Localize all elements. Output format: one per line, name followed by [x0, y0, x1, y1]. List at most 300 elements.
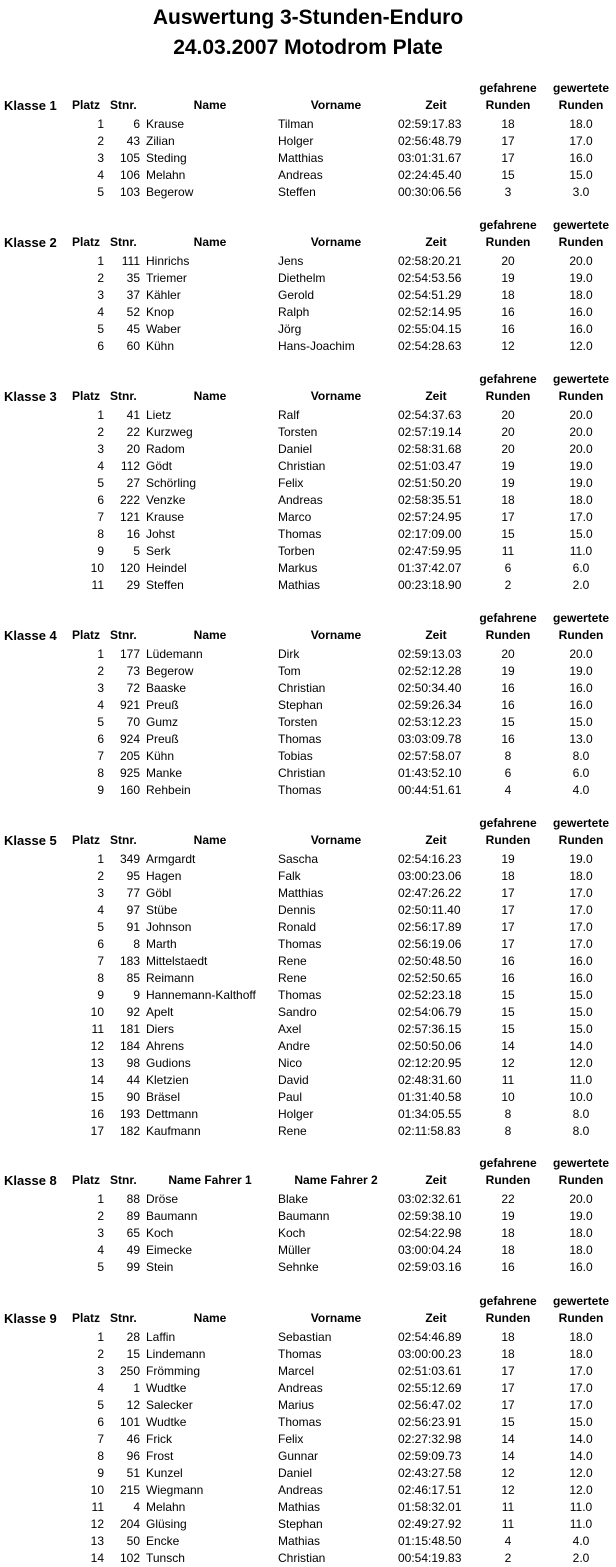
- cell-name: Glüsing: [146, 1517, 187, 1531]
- cell-name: Begerow: [146, 185, 194, 199]
- cell-name: Salecker: [146, 1398, 193, 1412]
- cell-platz: 3: [97, 151, 104, 165]
- cell-gefahrene-runden: 18: [501, 1330, 515, 1344]
- header-name: Name: [193, 98, 227, 112]
- cell-gewertete-runden: 17.0: [569, 920, 593, 934]
- class-label: Klasse 5: [4, 833, 57, 848]
- header-runden: Runden: [558, 1173, 604, 1187]
- cell-stnr: 15: [126, 1347, 140, 1361]
- cell-platz: 3: [97, 288, 104, 302]
- page-title: Auswertung 3-Stunden-Enduro: [152, 6, 464, 29]
- class-label: Klasse 1: [4, 98, 57, 113]
- cell-name: Steding: [146, 151, 187, 165]
- cell-vorname: Marius: [278, 1398, 315, 1412]
- table-row: [0, 1208, 616, 1225]
- cell-gefahrene-runden: 15: [501, 527, 515, 541]
- cell-name: Eimecke: [146, 1243, 193, 1257]
- table-row: [0, 1431, 616, 1448]
- class-label: Klasse 3: [4, 389, 57, 404]
- cell-name: Reimann: [146, 971, 195, 985]
- cell-vorname: Steffen: [278, 185, 316, 199]
- header-name: Name: [193, 389, 227, 403]
- cell-gewertete-runden: 11.0: [569, 544, 593, 558]
- cell-stnr: 91: [126, 920, 140, 934]
- cell-zeit: 02:59:13.03: [398, 647, 462, 661]
- cell-zeit: 02:50:34.40: [398, 681, 462, 695]
- header-row: [0, 627, 616, 644]
- cell-name: Baaske: [146, 681, 187, 695]
- cell-name: Bräsel: [146, 1090, 181, 1104]
- cell-gewertete-runden: 20.0: [569, 408, 593, 422]
- cell-gewertete-runden: 17.0: [569, 903, 593, 917]
- cell-gewertete-runden: 20.0: [569, 425, 593, 439]
- cell-name: Schörling: [146, 476, 197, 490]
- cell-gefahrene-runden: 15: [501, 168, 515, 182]
- cell-gefahrene-runden: 6: [504, 561, 512, 575]
- cell-name: Lindemann: [146, 1347, 206, 1361]
- table-row: [0, 1414, 616, 1431]
- table-row: [0, 782, 616, 799]
- cell-gewertete-runden: 12.0: [569, 1466, 593, 1480]
- cell-gefahrene-runden: 17: [501, 1381, 515, 1395]
- cell-platz: 7: [97, 749, 104, 763]
- cell-zeit: 00:54:19.83: [398, 1551, 462, 1565]
- cell-platz: 5: [97, 1398, 104, 1412]
- cell-zeit: 02:50:11.40: [398, 903, 461, 917]
- table-row: [0, 953, 616, 970]
- table-row: [0, 1191, 616, 1208]
- cell-platz: 4: [97, 698, 104, 712]
- header-row: [0, 832, 616, 849]
- cell-gewertete-runden: 17.0: [569, 1364, 593, 1378]
- cell-zeit: 03:00:23.06: [398, 869, 462, 883]
- cell-stnr: 45: [126, 322, 140, 336]
- cell-platz: 17: [90, 1124, 104, 1138]
- cell-vorname: Thomas: [278, 732, 322, 746]
- cell-vorname: Tobias: [278, 749, 313, 763]
- cell-gefahrene-runden: 11: [501, 1500, 515, 1514]
- cell-zeit: 02:57:58.07: [398, 749, 462, 763]
- cell-gewertete-runden: 15.0: [569, 715, 593, 729]
- header-stnr: Stnr.: [110, 1311, 137, 1325]
- cell-vorname: Baumann: [278, 1209, 330, 1223]
- cell-gefahrene-runden: 11: [501, 544, 515, 558]
- cell-name: Baumann: [146, 1209, 198, 1223]
- cell-vorname: Sebastian: [278, 1330, 332, 1344]
- cell-gewertete-runden: 18.0: [569, 869, 593, 883]
- header-row-top: [0, 1155, 616, 1172]
- cell-stnr: 99: [126, 1260, 140, 1274]
- table-row: [0, 492, 616, 509]
- cell-vorname: Axel: [278, 1022, 302, 1036]
- table-row: [0, 1448, 616, 1465]
- cell-gewertete-runden: 17.0: [569, 886, 593, 900]
- cell-gefahrene-runden: 17: [501, 1398, 515, 1412]
- cell-zeit: 01:43:52.10: [398, 766, 462, 780]
- cell-gefahrene-runden: 17: [501, 510, 515, 524]
- cell-name: Heindel: [146, 561, 187, 575]
- cell-gefahrene-runden: 10: [501, 1090, 515, 1104]
- cell-vorname: Daniel: [278, 1466, 313, 1480]
- cell-gewertete-runden: 19.0: [569, 271, 593, 285]
- cell-stnr: 250: [119, 1364, 140, 1378]
- cell-name: Dettmann: [146, 1107, 199, 1121]
- cell-vorname: Torsten: [278, 715, 318, 729]
- cell-vorname: Christian: [278, 766, 326, 780]
- table-row: [0, 1346, 616, 1363]
- cell-platz: 5: [97, 920, 104, 934]
- cell-zeit: 02:51:50.20: [398, 476, 462, 490]
- cell-name: Wudtke: [146, 1415, 187, 1429]
- table-row: [0, 748, 616, 765]
- cell-gefahrene-runden: 12: [501, 339, 515, 353]
- cell-vorname: Andre: [278, 1039, 311, 1053]
- cell-platz: 9: [97, 783, 104, 797]
- cell-name: Koch: [146, 1226, 174, 1240]
- cell-stnr: 103: [119, 185, 140, 199]
- cell-gewertete-runden: 19.0: [569, 1209, 593, 1223]
- cell-platz: 11: [91, 1022, 104, 1036]
- cell-stnr: 41: [126, 408, 140, 422]
- header-gewertete: gewertete: [552, 1156, 610, 1170]
- cell-stnr: 37: [126, 288, 140, 302]
- cell-vorname: Jörg: [278, 322, 302, 336]
- cell-zeit: 02:52:23.18: [398, 988, 462, 1002]
- header-runden: Runden: [485, 833, 531, 847]
- cell-platz: 1: [97, 852, 104, 866]
- header-stnr: Stnr.: [110, 389, 137, 403]
- table-row: [0, 1550, 616, 1567]
- cell-gefahrene-runden: 4: [504, 783, 512, 797]
- cell-platz: 10: [90, 561, 104, 575]
- cell-gefahrene-runden: 18: [501, 1347, 515, 1361]
- cell-vorname: Holger: [278, 134, 314, 148]
- header-runden: Runden: [485, 628, 531, 642]
- cell-gefahrene-runden: 17: [501, 886, 515, 900]
- cell-platz: 12: [90, 1039, 104, 1053]
- cell-stnr: 177: [119, 647, 140, 661]
- header-vorname: Vorname: [310, 98, 362, 112]
- cell-zeit: 00:30:06.56: [398, 185, 462, 199]
- table-row: [0, 936, 616, 953]
- cell-platz: 10: [90, 1483, 104, 1497]
- cell-gefahrene-runden: 16: [501, 732, 515, 746]
- cell-name: Ahrens: [146, 1039, 185, 1053]
- table-row: [0, 1482, 616, 1499]
- cell-gefahrene-runden: 19: [501, 476, 515, 490]
- cell-gewertete-runden: 16.0: [569, 305, 593, 319]
- cell-gewertete-runden: 12.0: [569, 1483, 593, 1497]
- header-row-top: [0, 610, 616, 627]
- cell-vorname: Andreas: [278, 1381, 323, 1395]
- cell-zeit: 02:27:32.98: [398, 1432, 462, 1446]
- header-runden: Runden: [485, 1311, 531, 1325]
- cell-platz: 5: [97, 322, 104, 336]
- header-runden: Runden: [558, 389, 604, 403]
- cell-stnr: 27: [126, 476, 140, 490]
- cell-vorname: Mathias: [278, 1534, 321, 1548]
- cell-gewertete-runden: 10.0: [569, 1090, 593, 1104]
- cell-gefahrene-runden: 15: [501, 1415, 515, 1429]
- cell-gewertete-runden: 19.0: [569, 664, 593, 678]
- cell-name: Hannemann-Kalthoff: [146, 988, 256, 1002]
- cell-stnr: 193: [119, 1107, 140, 1121]
- cell-name: Kletzien: [146, 1073, 189, 1087]
- cell-platz: 2: [97, 1209, 104, 1223]
- cell-vorname: Jens: [278, 254, 304, 268]
- cell-gewertete-runden: 20.0: [569, 647, 593, 661]
- cell-stnr: 46: [126, 1432, 140, 1446]
- table-row: [0, 1123, 616, 1140]
- header-zeit: Zeit: [425, 235, 447, 249]
- cell-gefahrene-runden: 15: [501, 1022, 515, 1036]
- cell-stnr: 43: [126, 134, 140, 148]
- cell-name: Stübe: [146, 903, 178, 917]
- header-gewertete: gewertete: [552, 816, 610, 830]
- cell-name: Hagen: [146, 869, 182, 883]
- cell-zeit: 02:55:12.69: [398, 1381, 462, 1395]
- cell-gefahrene-runden: 18: [501, 1226, 515, 1240]
- table-row: [0, 902, 616, 919]
- cell-vorname: Stephan: [278, 698, 323, 712]
- cell-vorname: Koch: [278, 1226, 306, 1240]
- header-row-top: [0, 815, 616, 832]
- cell-gewertete-runden: 2.0: [572, 578, 590, 592]
- cell-stnr: 52: [126, 305, 140, 319]
- cell-vorname: Torsten: [278, 425, 318, 439]
- cell-stnr: 51: [126, 1466, 140, 1480]
- cell-zeit: 02:59:38.10: [398, 1209, 462, 1223]
- cell-stnr: 204: [119, 1517, 140, 1531]
- cell-stnr: 925: [119, 766, 140, 780]
- cell-zeit: 01:37:42.07: [398, 561, 462, 575]
- cell-gefahrene-runden: 17: [501, 903, 515, 917]
- cell-stnr: 92: [126, 1005, 140, 1019]
- cell-name: Frost: [146, 1449, 174, 1463]
- cell-gewertete-runden: 15.0: [569, 1005, 593, 1019]
- cell-vorname: Gerold: [278, 288, 315, 302]
- cell-gefahrene-runden: 2: [504, 578, 512, 592]
- table-row: [0, 1380, 616, 1397]
- table-row: [0, 970, 616, 987]
- cell-gewertete-runden: 12.0: [569, 339, 593, 353]
- cell-zeit: 02:57:36.15: [398, 1022, 462, 1036]
- header-zeit: Zeit: [425, 628, 447, 642]
- cell-zeit: 02:52:14.95: [398, 305, 462, 319]
- cell-platz: 7: [97, 1432, 104, 1446]
- table-row: [0, 1004, 616, 1021]
- cell-gefahrene-runden: 16: [501, 322, 515, 336]
- cell-platz: 9: [97, 1466, 104, 1480]
- cell-zeit: 02:12:20.95: [398, 1056, 462, 1070]
- cell-gewertete-runden: 14.0: [569, 1432, 593, 1446]
- table-row: [0, 424, 616, 441]
- cell-vorname: Torben: [278, 544, 315, 558]
- header-vorname: Vorname: [310, 235, 362, 249]
- cell-platz: 16: [90, 1107, 104, 1121]
- header-vorname: Vorname: [310, 1311, 362, 1325]
- cell-vorname: Falk: [278, 869, 301, 883]
- cell-stnr: 16: [126, 527, 140, 541]
- cell-gewertete-runden: 11.0: [569, 1073, 593, 1087]
- cell-platz: 1: [97, 1192, 104, 1206]
- cell-gewertete-runden: 6.0: [572, 766, 590, 780]
- header-zeit: Zeit: [425, 833, 447, 847]
- header-gefahrene: gefahrene: [479, 81, 537, 95]
- cell-gefahrene-runden: 12: [501, 1483, 515, 1497]
- cell-gewertete-runden: 17.0: [569, 937, 593, 951]
- header-stnr: Stnr.: [110, 833, 137, 847]
- cell-zeit: 03:01:31.67: [398, 151, 462, 165]
- cell-zeit: 02:54:06.79: [398, 1005, 462, 1019]
- cell-vorname: Stephan: [278, 1517, 323, 1531]
- cell-name: Encke: [146, 1534, 180, 1548]
- cell-gewertete-runden: 20.0: [569, 1192, 593, 1206]
- cell-name: Manke: [146, 766, 183, 780]
- table-row: [0, 577, 616, 594]
- cell-gewertete-runden: 19.0: [569, 476, 593, 490]
- header-vorname: Vorname: [310, 833, 362, 847]
- header-row-top: [0, 1293, 616, 1310]
- cell-zeit: 02:53:12.23: [398, 715, 462, 729]
- cell-name: Kühn: [146, 749, 175, 763]
- cell-gefahrene-runden: 18: [501, 288, 515, 302]
- cell-stnr: 85: [126, 971, 140, 985]
- cell-stnr: 98: [126, 1056, 140, 1070]
- cell-stnr: 215: [119, 1483, 140, 1497]
- cell-vorname: Thomas: [278, 988, 322, 1002]
- cell-platz: 13: [90, 1056, 104, 1070]
- table-row: [0, 167, 616, 184]
- cell-zeit: 01:31:40.58: [398, 1090, 462, 1104]
- cell-gefahrene-runden: 22: [501, 1192, 515, 1206]
- table-row: [0, 646, 616, 663]
- table-row: [0, 116, 616, 133]
- cell-vorname: Matthias: [278, 151, 324, 165]
- table-row: [0, 1329, 616, 1346]
- cell-name: Mittelstaedt: [146, 954, 208, 968]
- cell-gewertete-runden: 20.0: [569, 442, 593, 456]
- cell-stnr: 6: [133, 117, 140, 131]
- table-row: [0, 304, 616, 321]
- cell-vorname: Felix: [278, 1432, 304, 1446]
- header-row: [0, 1310, 616, 1327]
- cell-vorname: Thomas: [278, 783, 322, 797]
- cell-name: Krause: [146, 510, 185, 524]
- cell-gefahrene-runden: 18: [501, 869, 515, 883]
- cell-gefahrene-runden: 16: [501, 305, 515, 319]
- cell-gewertete-runden: 15.0: [569, 527, 593, 541]
- header-runden: Runden: [558, 235, 604, 249]
- cell-zeit: 02:54:51.29: [398, 288, 462, 302]
- header-stnr: Stnr.: [110, 1173, 137, 1187]
- cell-gewertete-runden: 18.0: [569, 1243, 593, 1257]
- cell-vorname: Ralf: [278, 408, 300, 422]
- cell-zeit: 02:48:31.60: [398, 1073, 462, 1087]
- cell-vorname: Rene: [278, 1124, 307, 1138]
- cell-gewertete-runden: 18.0: [569, 117, 593, 131]
- cell-platz: 8: [97, 527, 104, 541]
- cell-stnr: 222: [119, 493, 140, 507]
- cell-stnr: 184: [119, 1039, 140, 1053]
- cell-gewertete-runden: 8.0: [572, 749, 590, 763]
- cell-gefahrene-runden: 17: [501, 151, 515, 165]
- header-runden: Runden: [558, 628, 604, 642]
- cell-gewertete-runden: 14.0: [569, 1039, 593, 1053]
- cell-zeit: 03:00:00.23: [398, 1347, 462, 1361]
- cell-gewertete-runden: 4.0: [572, 783, 590, 797]
- cell-gefahrene-runden: 15: [501, 988, 515, 1002]
- cell-gewertete-runden: 3.0: [572, 185, 590, 199]
- cell-zeit: 02:17:09.00: [398, 527, 462, 541]
- cell-gefahrene-runden: 17: [501, 937, 515, 951]
- cell-gefahrene-runden: 17: [501, 920, 515, 934]
- cell-gefahrene-runden: 2: [504, 1551, 512, 1565]
- cell-name: Göbl: [146, 886, 172, 900]
- cell-zeit: 02:50:48.50: [398, 954, 462, 968]
- cell-gefahrene-runden: 14: [501, 1039, 515, 1053]
- cell-gefahrene-runden: 19: [501, 1209, 515, 1223]
- cell-name: Stein: [146, 1260, 174, 1274]
- cell-name: Krause: [146, 117, 185, 131]
- table-row: [0, 919, 616, 936]
- cell-zeit: 02:58:31.68: [398, 442, 462, 456]
- cell-zeit: 02:56:23.91: [398, 1415, 462, 1429]
- cell-name: Melahn: [146, 1500, 186, 1514]
- cell-platz: 4: [97, 459, 104, 473]
- header-row-top: [0, 217, 616, 234]
- cell-stnr: 77: [126, 886, 140, 900]
- cell-vorname: Diethelm: [278, 271, 326, 285]
- table-row: [0, 663, 616, 680]
- cell-gewertete-runden: 17.0: [569, 1398, 593, 1412]
- cell-stnr: 88: [126, 1192, 140, 1206]
- cell-vorname: Marco: [278, 510, 312, 524]
- table-row: [0, 1038, 616, 1055]
- cell-stnr: 102: [119, 1551, 140, 1565]
- table-row: [0, 287, 616, 304]
- cell-zeit: 02:49:27.92: [398, 1517, 462, 1531]
- cell-gefahrene-runden: 20: [501, 408, 515, 422]
- cell-gewertete-runden: 16.0: [569, 681, 593, 695]
- header-platz: Platz: [72, 628, 101, 642]
- header-runden: Runden: [558, 1311, 604, 1325]
- cell-name: Kühn: [146, 339, 175, 353]
- cell-name: Serk: [146, 544, 171, 558]
- cell-vorname: Andreas: [278, 168, 323, 182]
- header-runden: Runden: [558, 98, 604, 112]
- cell-vorname: Felix: [278, 476, 304, 490]
- cell-vorname: Tilman: [278, 117, 314, 131]
- cell-platz: 1: [97, 117, 104, 131]
- cell-stnr: 4: [133, 1500, 140, 1514]
- cell-vorname: Sandro: [278, 1005, 317, 1019]
- cell-stnr: 22: [126, 425, 140, 439]
- table-row: [0, 731, 616, 748]
- cell-gewertete-runden: 18.0: [569, 493, 593, 507]
- cell-vorname: Daniel: [278, 442, 313, 456]
- header-row: [0, 97, 616, 114]
- cell-platz: 4: [97, 305, 104, 319]
- cell-zeit: 02:56:19.06: [398, 937, 462, 951]
- cell-stnr: 5: [133, 544, 140, 558]
- cell-platz: 14: [90, 1073, 104, 1087]
- header-platz: Platz: [72, 389, 101, 403]
- cell-gewertete-runden: 15.0: [569, 988, 593, 1002]
- cell-stnr: 160: [119, 783, 140, 797]
- cell-name: Armgardt: [146, 852, 196, 866]
- cell-gewertete-runden: 8.0: [572, 1107, 590, 1121]
